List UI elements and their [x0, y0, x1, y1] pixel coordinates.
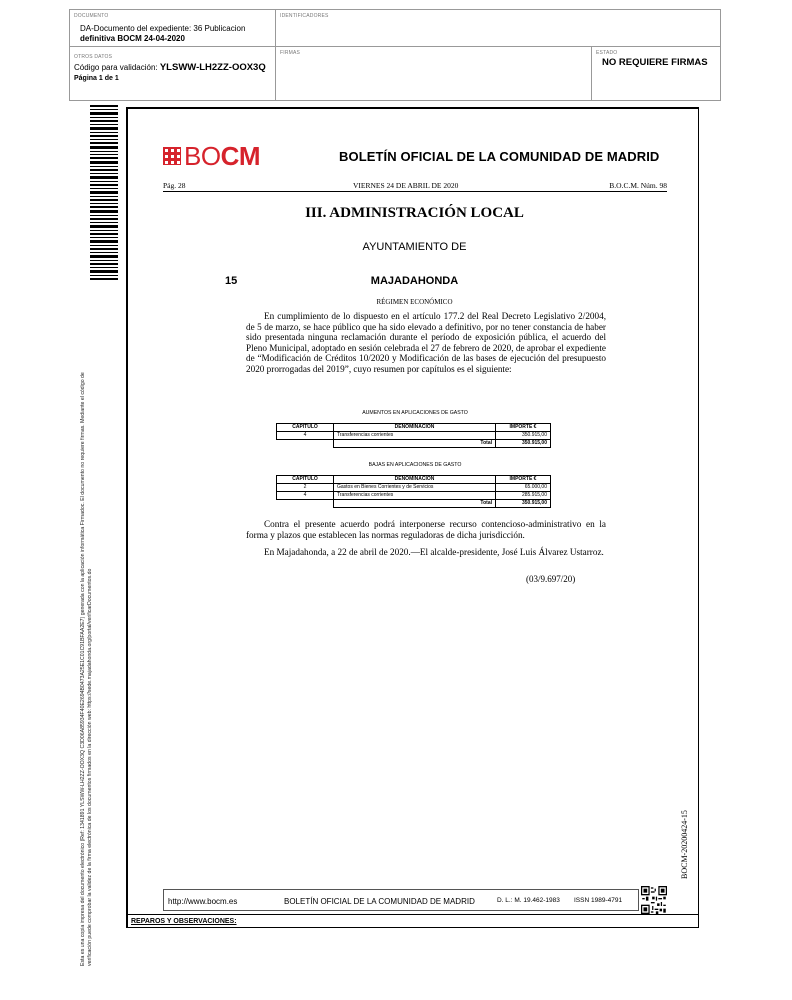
table-total-row: [277, 500, 551, 508]
table-cell: 4: [277, 492, 334, 500]
page-subheader: [163, 181, 667, 192]
table-cell: 65.000,00: [496, 484, 551, 492]
header-documento-box: [69, 9, 276, 47]
table-header-cell: DENOMINACIÓN: [334, 424, 496, 432]
issue-date: VIERNES 24 DE ABRIL DE 2020: [353, 181, 459, 190]
bocm-vertical-id: BOCM-20200424-15: [680, 810, 689, 879]
identificadores-caption: IDENTIFICADORES: [280, 13, 329, 19]
table-total-row: [277, 440, 551, 448]
firmas-caption: FIRMAS: [280, 50, 301, 56]
paragraph-3: En Majadahonda, a 22 de abril de 2020.—El alcalde-presidente, José Luis Álvarez Ustarroz.: [264, 547, 604, 557]
table-header-cell: CAPÍTULO: [277, 476, 334, 484]
table-total-label: Total: [334, 500, 496, 508]
table-cell: Transferencias corrientes: [334, 432, 496, 440]
item-number: 15: [225, 275, 238, 287]
footer-dl: D. L.: M. 19.462-1983: [497, 897, 560, 904]
table-header-cell: IMPORTE €: [496, 476, 551, 484]
side-text-line1: Esta es una copia impresa del documento electrónico (Ref: 1341891 YLSWW-LH2ZZ-OOX3Q C3D06A85934F40E2694B0473A25E1C01C91BFAA2E7) generada con la aplicación informática Firmadoc. El documento no requiere firmas. Mediante el código de: [80, 372, 86, 966]
section-title: III. ADMINISTRACIÓN LOCAL: [305, 205, 524, 221]
codigo-value: YLSWW-LH2ZZ-OOX3Q: [159, 62, 266, 73]
bocm-page: [126, 107, 699, 928]
bocm-logo: [163, 142, 260, 170]
table-cell: 350.915,00: [496, 432, 551, 440]
otros-caption: OTROS DATOS: [74, 54, 113, 60]
documento-line1: DA-Documento del expediente: 36 Publicacion: [80, 24, 246, 33]
table-total-value: 350.915,00: [496, 440, 551, 448]
madrid-stars-icon: [163, 147, 181, 165]
paragraph-1: En cumplimiento de lo dispuesto en el artículo 177.2 del Real Decreto Legislativo 2/2004, de 5 de marzo, se hace público que ha sido elevado a definitivo, por no tener constancia de haber sido presentada ninguna reclamación durante el período de exposición pública, el acuerdo del Pleno Municipal, adoptado en sesión celebrada el 27 de febrero de 2020, de aprobar el expediente de “Modificación de Créditos 10/2020 y Modificación de las bases de ejecución del presupuesto 2020 prorrogadas del 2019”, cuyo resumen por capítulos es el siguiente:: [246, 311, 606, 374]
table-row: [277, 432, 551, 440]
page-footer: [163, 889, 639, 911]
table-header-row: [277, 424, 551, 432]
logo-text: BOCM: [184, 140, 261, 171]
ayuntamiento-label: AYUNTAMIENTO DE: [362, 241, 467, 253]
header-identificadores-box: [275, 9, 721, 47]
reparos-label: REPAROS Y OBSERVACIONES:: [126, 914, 699, 928]
table-cell: 2: [277, 484, 334, 492]
masthead-title: BOLETÍN OFICIAL DE LA COMUNIDAD DE MADRID: [339, 149, 660, 164]
reference-number: (03/9.697/20): [526, 574, 576, 584]
header-estado-box: [591, 46, 721, 101]
table-header-cell: DENOMINACIÓN: [334, 476, 496, 484]
paragraph-2: Contra el presente acuerdo podrá interponerse recurso contencioso-administrativo en la forma y plazos que establecen las normas reguladoras de dicha jurisdicción.: [246, 519, 606, 540]
documento-line2: definitiva BOCM 24-04-2020: [80, 34, 185, 43]
table-row: [277, 492, 551, 500]
codigo-validacion: [74, 63, 266, 73]
side-text-line2: verificación puede comprobar la validez de la firma electrónica de los documentos firmados en la dirección web: https://sede.majadahonda.org/portal/verificarDocumentos.do: [87, 568, 93, 966]
table2-caption: BAJAS EN APLICACIONES DE GASTO: [368, 462, 462, 468]
table-cell: Gastos en Bienes Corrientes y de Servicios: [334, 484, 496, 492]
estado-caption: ESTADO: [596, 50, 618, 56]
table-header-cell: IMPORTE €: [496, 424, 551, 432]
footer-title: BOLETÍN OFICIAL DE LA COMUNIDAD DE MADRID: [284, 897, 475, 906]
regimen-heading: RÉGIMEN ECONÓMICO: [376, 298, 453, 306]
table-cell: 4: [277, 432, 334, 440]
footer-url[interactable]: http://www.bocm.es: [168, 897, 238, 906]
table-total-value: 350.915,00: [496, 500, 551, 508]
side-verification-text: [80, 372, 94, 966]
table-total-label: Total: [334, 440, 496, 448]
qr-code-icon: [641, 886, 667, 914]
table-bajas: [276, 475, 551, 508]
header-otros-box: [69, 46, 276, 101]
codigo-label: Código para validación:: [74, 63, 158, 72]
estado-value: NO REQUIERE FIRMAS: [602, 57, 708, 68]
table-aumentos: [276, 423, 551, 448]
pagina-label: Página 1 de 1: [74, 75, 119, 82]
page-number: Pág. 28: [163, 181, 186, 190]
table-cell: 285.915,00: [496, 492, 551, 500]
header-firmas-box: [275, 46, 592, 101]
footer-issn: ISSN 1989-4791: [574, 897, 623, 904]
table-header-cell: CAPÍTULO: [277, 424, 334, 432]
documento-caption: DOCUMENTO: [74, 13, 109, 19]
table1-caption: AUMENTOS EN APLICACIONES DE GASTO: [362, 410, 468, 416]
table-row: [277, 484, 551, 492]
table-cell: Transferencias corrientes: [334, 492, 496, 500]
issue-number: B.O.C.M. Núm. 98: [609, 181, 667, 190]
municipio-title: MAJADAHONDA: [370, 275, 459, 287]
barcode-image: [90, 105, 118, 280]
table-header-row: [277, 476, 551, 484]
